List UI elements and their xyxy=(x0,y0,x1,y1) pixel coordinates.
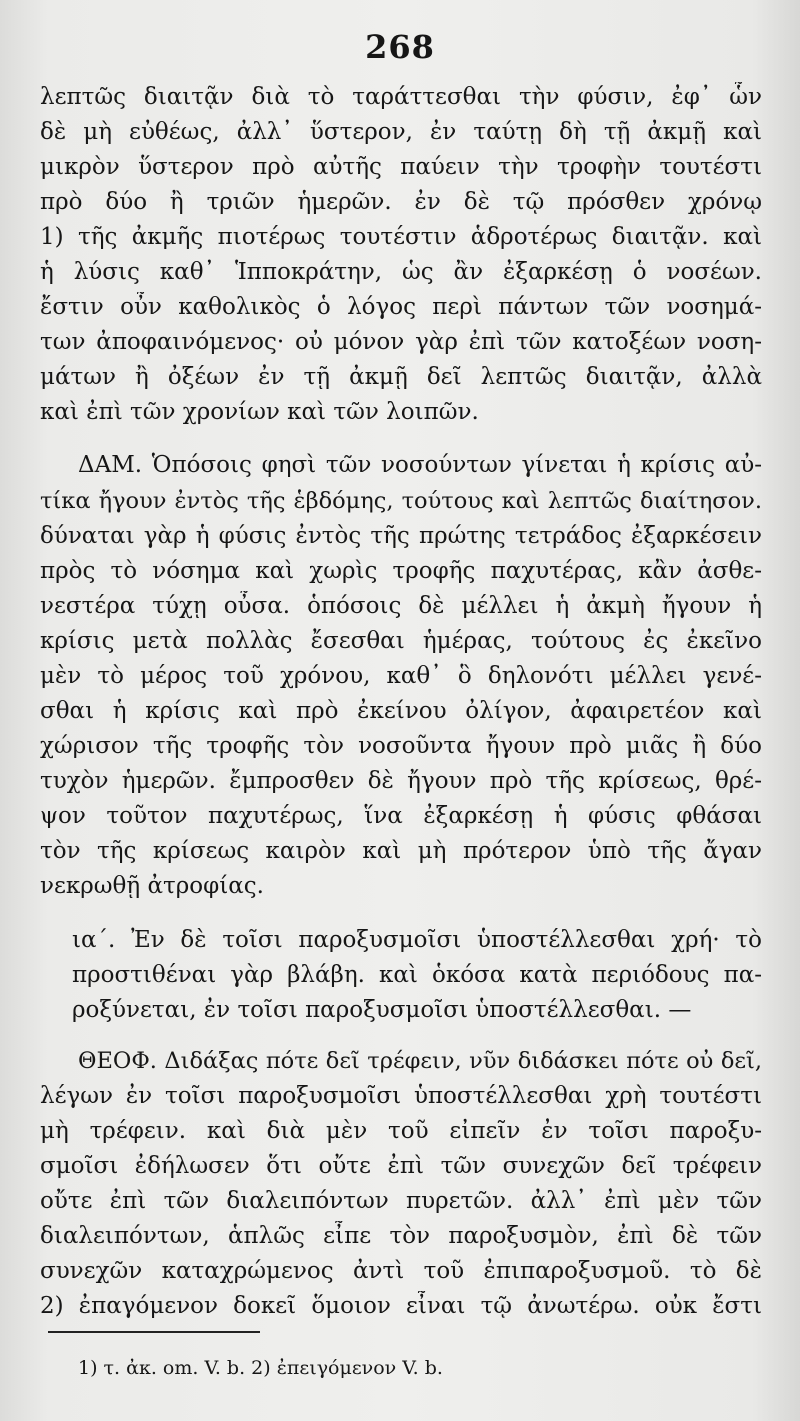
text-line: τυχὸν ἡμερῶν. ἔμπροσθεν δὲ ἤγουν πρὸ τῆς κρίσεως, θρέ- xyxy=(40,768,762,794)
text-line: μὲν τὸ μέρος τοῦ χρόνου, καθ᾽ ὃ δηλονότι μέλλει γενέ- xyxy=(40,663,762,689)
text-line: μικρὸν ὕστερον πρὸ αὐτῆς παύειν τὴν τροφὴν τουτέστι xyxy=(40,154,762,180)
text-line: ροξύνεται, ἐν τοῖσι παροξυσμοῖσι ὑποστέλλεσθαι. — xyxy=(72,997,692,1023)
text-line: των ἀποφαινόμενος· οὐ μόνον γὰρ ἐπὶ τῶν κατοξέων νοση- xyxy=(40,329,762,355)
text-line: ψον τοῦτον παχυτέρως, ἵνα ἐξαρκέσῃ ἡ φύσις φθάσαι xyxy=(40,803,762,829)
text-line: οὔτε ἐπὶ τῶν διαλειπόντων πυρετῶν. ἀλλ᾽ ἐπὶ μὲν τῶν xyxy=(40,1188,762,1214)
page-number: 268 xyxy=(365,28,435,66)
text-line: πρὸ δύο ἢ τριῶν ἡμερῶν. ἐν δὲ τῷ πρόσθεν χρόνῳ xyxy=(40,189,762,215)
text-line: μὴ τρέφειν. καὶ διὰ μὲν τοῦ εἰπεῖν ἐν τοῖσι παροξυ- xyxy=(40,1118,762,1144)
text-line: τὸν τῆς κρίσεως καιρὸν καὶ μὴ πρότερον ὑπὸ τῆς ἄγαν xyxy=(40,838,762,864)
text-line: προστιθέναι γὰρ βλάβη. καὶ ὁκόσα κατὰ περιόδους πα- xyxy=(72,962,762,988)
text-line: τίκα ἤγουν ἐντὸς τῆς ἑβδόμης, τούτους καὶ λεπτῶς διαίτησον. xyxy=(40,488,762,514)
text-line: διαλειπόντων, ἁπλῶς εἶπε τὸν παροξυσμὸν, ἐπὶ δὲ τῶν xyxy=(40,1223,762,1249)
footnotes: 1) τ. ἀκ. om. V. b. 2) ἐπειγόμενον V. b. xyxy=(78,1357,443,1379)
text-line: ΔΑΜ. Ὁπόσοις φησὶ τῶν νοσούντων γίνεται ἡ κρίσις αὐ- xyxy=(78,452,762,478)
text-line: λέγων ἐν τοῖσι παροξυσμοῖσι ὑποστέλλεσθαι χρὴ τουτέστι xyxy=(40,1083,762,1109)
text-line: σθαι ἡ κρίσις καὶ πρὸ ἐκείνου ὀλίγον, ἀφαιρετέον καὶ xyxy=(40,698,762,724)
text-line: σμοῖσι ἐδήλωσεν ὅτι οὔτε ἐπὶ τῶν συνεχῶν δεῖ τρέφειν xyxy=(40,1153,762,1179)
text-line: χώρισον τῆς τροφῆς τὸν νοσοῦντα ἤγουν πρὸ μιᾶς ἢ δύο xyxy=(40,733,762,759)
text-line: ια΄. Ἐν δὲ τοῖσι παροξυσμοῖσι ὑποστέλλεσθαι χρή· τὸ xyxy=(72,927,762,953)
text-line: δὲ μὴ εὐθέως, ἀλλ᾽ ὕστερον, ἐν ταύτῃ δὴ τῇ ἀκμῇ καὶ xyxy=(40,119,762,145)
text-line: 2) ἐπαγόμενον δοκεῖ ὅμοιον εἶναι τῷ ἀνωτέρω. οὐκ ἔστι xyxy=(40,1293,762,1319)
text-line: νεστέρα τύχῃ οὖσα. ὁπόσοις δὲ μέλλει ἡ ἀκμὴ ἤγουν ἡ xyxy=(40,593,762,619)
text-line: ἡ λύσις καθ᾽ Ἱπποκράτην, ὡς ἂν ἐξαρκέσῃ ὁ νοσέων. xyxy=(40,259,762,285)
text-line: μάτων ἢ ὀξέων ἐν τῇ ἀκμῇ δεῖ λεπτῶς διαιτᾷν, ἀλλὰ xyxy=(40,364,762,390)
text-line: δύναται γὰρ ἡ φύσις ἐντὸς τῆς πρώτης τετράδος ἐξαρκέσειν xyxy=(40,523,762,549)
text-line: καὶ ἐπὶ τῶν χρονίων καὶ τῶν λοιπῶν. xyxy=(40,399,479,425)
text-line: κρίσις μετὰ πολλὰς ἔσεσθαι ἡμέρας, τούτους ἐς ἐκεῖνο xyxy=(40,628,762,654)
text-line: 1) τῆς ἀκμῆς πιοτέρως τουτέστιν ἁδροτέρως διαιτᾷν. καὶ xyxy=(40,224,762,250)
footnote-divider xyxy=(48,1331,260,1333)
text-line: ἔστιν οὖν καθολικὸς ὁ λόγος περὶ πάντων τῶν νοσημά- xyxy=(40,294,762,320)
text-line: ΘΕΟΦ. Διδάξας πότε δεῖ τρέφειν, νῦν διδάσκει πότε οὐ δεῖ, xyxy=(78,1048,762,1074)
text-line: συνεχῶν καταχρώμενος ἀντὶ τοῦ ἐπιπαροξυσμοῦ. τὸ δὲ xyxy=(40,1258,762,1284)
text-line: λεπτῶς διαιτᾷν διὰ τὸ ταράττεσθαι τὴν φύσιν, ἐφ᾽ ὧν xyxy=(40,84,762,110)
text-line: νεκρωθῇ ἀτροφίας. xyxy=(40,873,264,899)
text-line: πρὸς τὸ νόσημα καὶ χωρὶς τροφῆς παχυτέρας, κἂν ἀσθε- xyxy=(40,558,762,584)
